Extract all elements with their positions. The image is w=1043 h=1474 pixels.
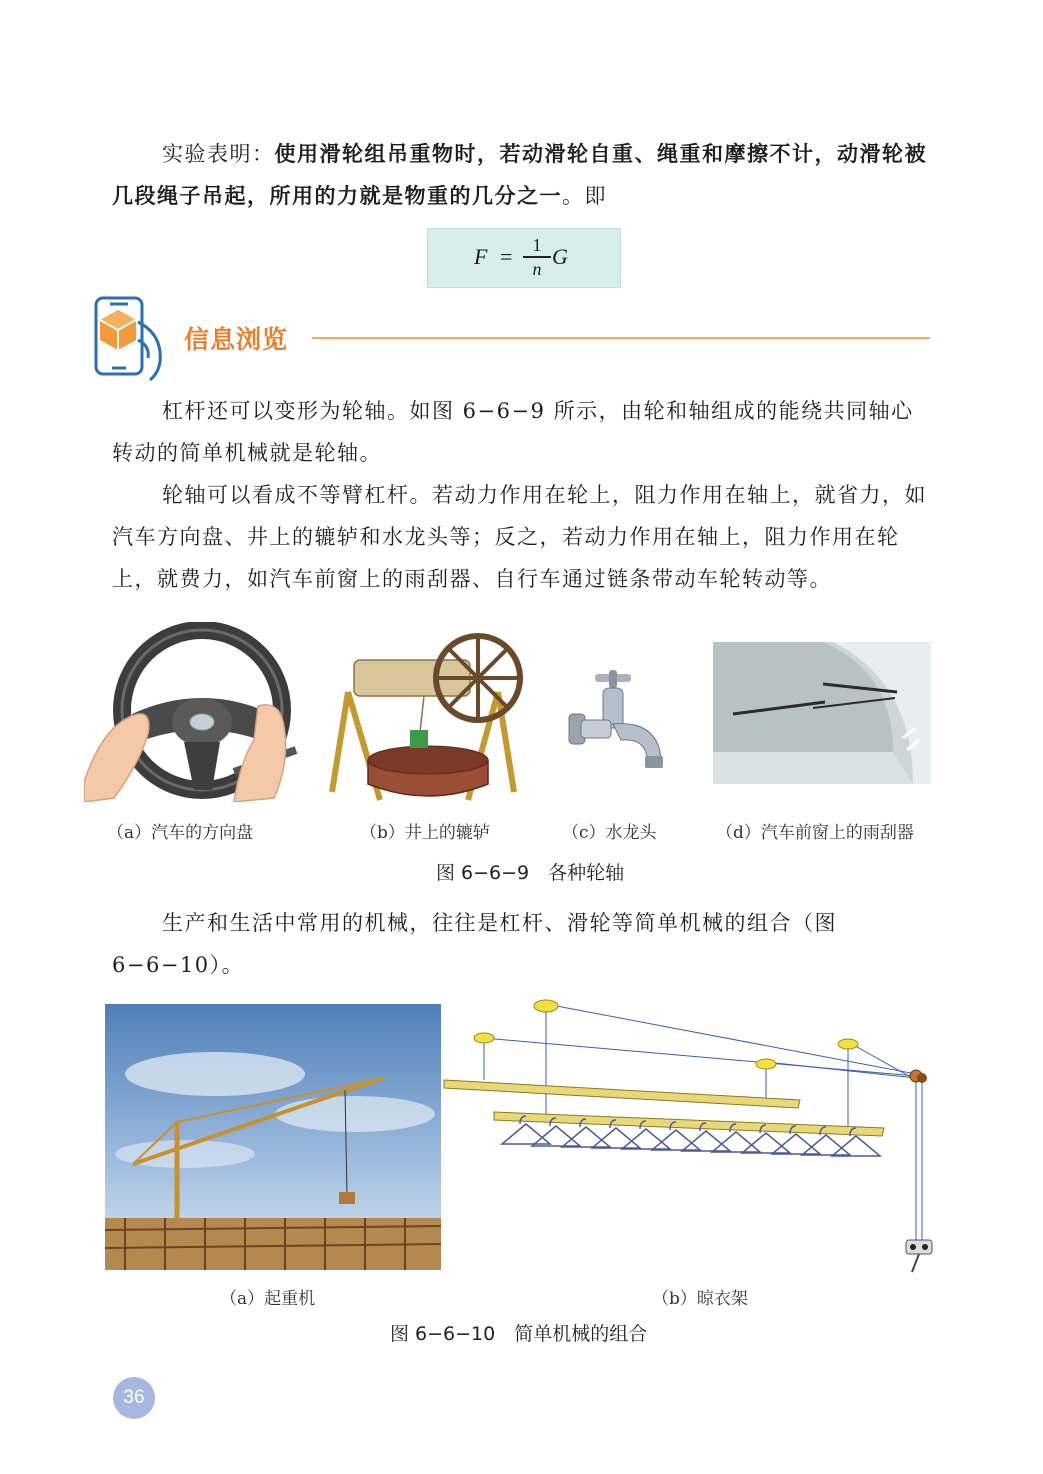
caption-windlass: （b）井上的辘轳 (360, 823, 490, 843)
caption-steering-wheel: （a）汽车的方向盘 (107, 823, 254, 843)
paragraph-wheel-axle-lever: 轮轴可以看成不等臂杠杆。若动力作用在轮上，阻力作用在轴上，就省力，如汽车方向盘、井上的辘轳和水龙头等；反之，若动力作用在轴上，阻力作用在轮上，就费力，如汽车前窗上的雨刮器、自行车通过链条带动车轮转动等。 (112, 483, 927, 591)
clothes-rack-diagram (442, 996, 942, 1276)
formula-numerator: 1 (532, 235, 542, 255)
formula-lhs: F (474, 244, 488, 269)
formula-rhs: G (552, 244, 568, 269)
windshield-wiper-image (713, 642, 931, 784)
formula-fraction (523, 235, 551, 279)
steering-wheel-image (84, 622, 304, 802)
formula-denominator: n (532, 258, 542, 279)
caption-faucet: （c）水龙头 (562, 823, 657, 843)
caption-wiper: （d）汽车前窗上的雨刮器 (716, 823, 914, 843)
conclusion-paragraph (112, 133, 930, 217)
page-number-badge: 36 (113, 1377, 155, 1419)
conclusion-bold: 使用滑轮组吊重物时，若动滑轮自重、绳重和摩擦不计，动滑轮被几段绳子吊起，所用的力就是物重的几分之一 (112, 141, 927, 208)
crane-photo (105, 1004, 441, 1270)
conclusion-tail: 。即 (562, 184, 607, 208)
paragraph-wheel-axle-definition: 杠杆还可以变形为轮轴。如图 6−6−9 所示，由轮和轴组成的能绕共同轴心转动的简单机械就是轮轴。 (112, 399, 914, 465)
info-section-divider (312, 337, 930, 339)
figure-6-6-10-title: 图 6−6−10 简单机械的组合 (390, 1323, 648, 1345)
conclusion-lead: 实验表明： (162, 142, 275, 166)
well-windlass-image (328, 622, 528, 802)
phone-cube-icon (78, 292, 170, 386)
info-section-title: 信息浏览 (184, 325, 289, 354)
formula-equals: = (500, 244, 513, 269)
caption-clothes-rack: （b）晾衣架 (652, 1289, 748, 1309)
faucet-image (565, 668, 675, 780)
caption-crane: （a）起重机 (220, 1289, 316, 1309)
figure-6-6-9-title: 图 6−6−9 各种轮轴 (436, 862, 625, 884)
paragraph-machine-combinations: 生产和生活中常用的机械，往往是杠杆、滑轮等简单机械的组合（图 6−6−10）。 (112, 911, 837, 977)
formula-box (427, 228, 621, 288)
